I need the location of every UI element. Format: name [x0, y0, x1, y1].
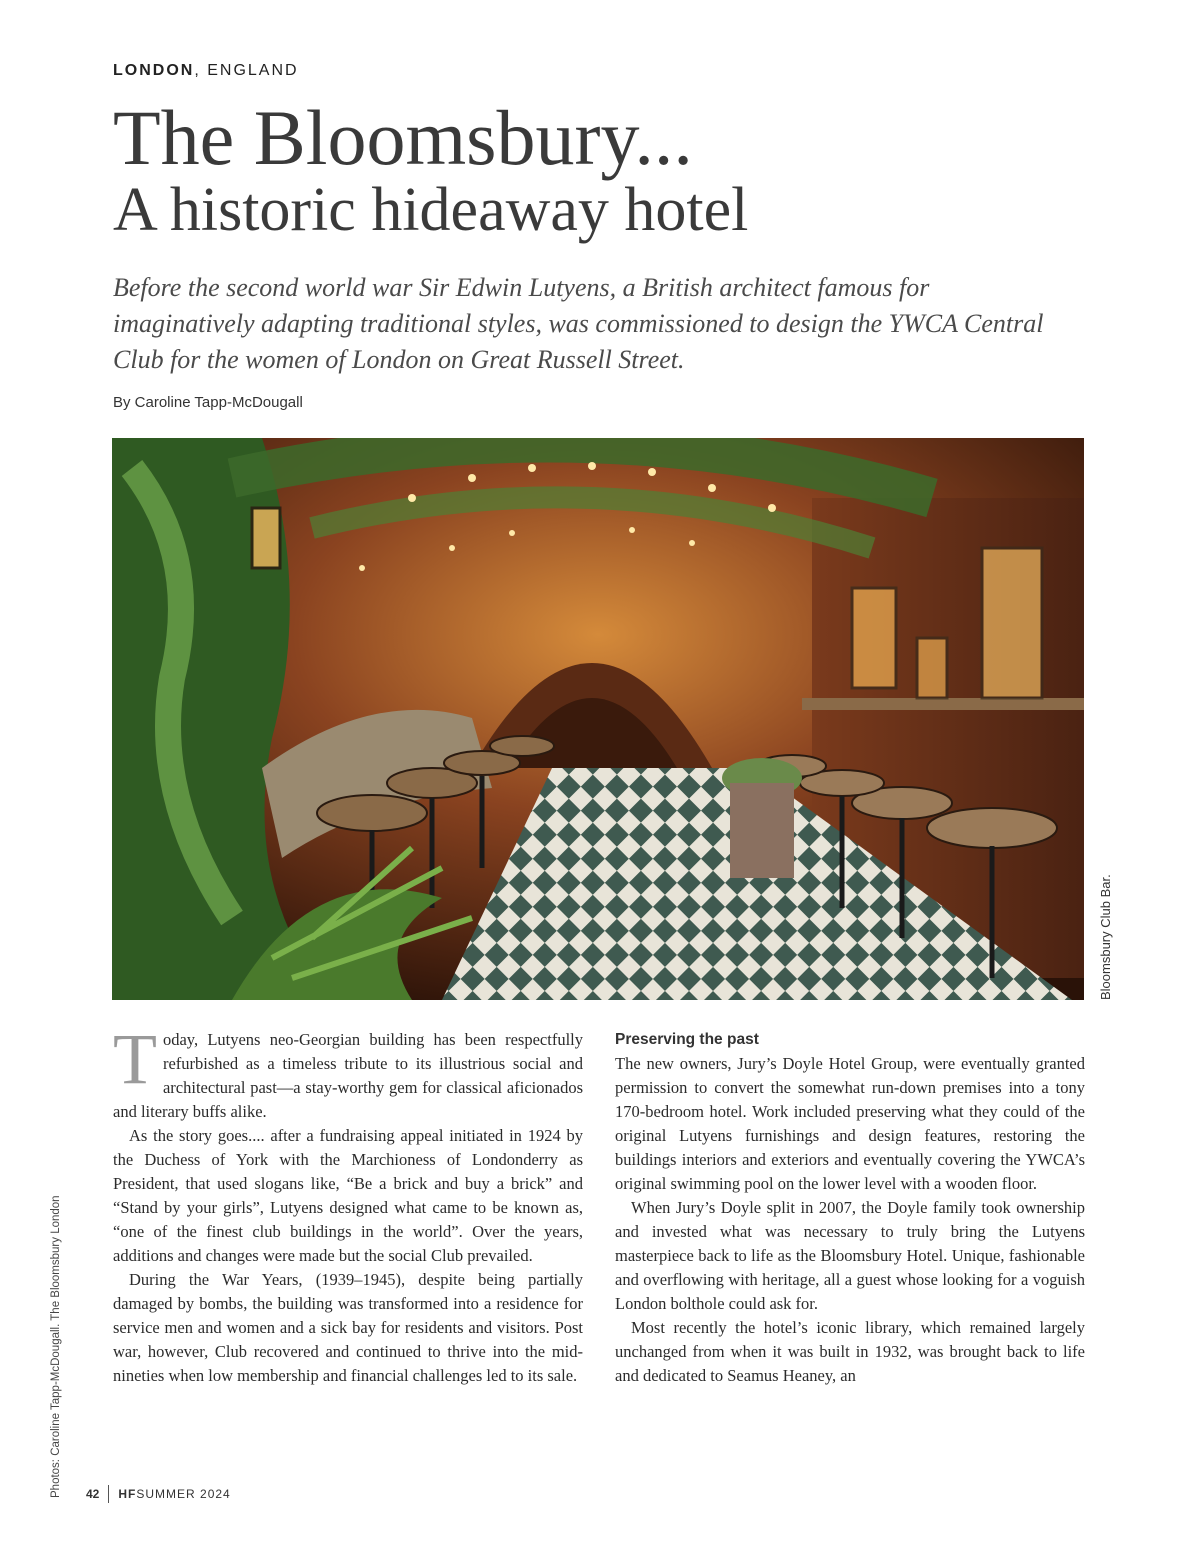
page-number: 42 [86, 1487, 100, 1501]
magazine-issue [118, 1487, 230, 1501]
right-column [615, 1028, 1085, 1388]
right-paragraph-2: When Jury’s Doyle split in 2007, the Doyle family took ownership and invested what was necessary to truly bring the Lutyens masterpiece back to life as the Bloomsbury Hotel. Unique, fashionable and overflowing with heritage, all a guest whose looking for a voguish London bolthole could ask for. [615, 1198, 1085, 1313]
byline: By Caroline Tapp-McDougall [113, 394, 303, 411]
left-paragraph-3: During the War Years, (1939–1945), despite being partially damaged by bombs, the building was transformed into a residence for service men and women and a sick bay for residents and visitors. Post war, however, Club recovered and continued to thrive into the mid-nineties when low membership and financial challenges led to its sale. [113, 1270, 583, 1385]
magazine-brand: HF [118, 1487, 137, 1501]
footer-divider [108, 1485, 109, 1503]
left-paragraph-2: As the story goes.... after a fundraising appeal initiated in 1924 by the Duchess of York with the Marchioness of Londonderry as President, that used slogans like, “Be a brick and buy a brick” and “Stand by your girls”, Lutyens designed what came to be known as, “one of the finest club buildings in the world”. Over the years, additions and changes were made but the social Club prevailed. [113, 1126, 583, 1265]
photo-caption: Bloomsbury Club Bar. [1098, 874, 1113, 1000]
left-paragraph-1 [113, 1019, 583, 1124]
right-paragraph-3: Most recently the hotel’s iconic library, which remained largely unchanged from when it was built in 1932, was brought back to life and dedicated to Seamus Heaney, an [615, 1318, 1085, 1385]
page-footer [86, 1485, 231, 1503]
drop-cap: T [113, 1019, 157, 1099]
title-line-1: The Bloomsbury... [113, 94, 693, 181]
left-column [113, 1019, 583, 1388]
section-kicker [113, 62, 299, 80]
issue-label: SUMMER 2024 [136, 1487, 231, 1501]
kicker-country: , ENGLAND [194, 62, 299, 79]
article-title [113, 94, 1113, 250]
photo-credit: Photos: Caroline Tapp-McDougall. The Bloomsbury London [50, 1195, 62, 1498]
title-line-2: A historic hideaway hotel [113, 176, 749, 244]
hero-photo [112, 438, 1084, 1000]
article-dek: Before the second world war Sir Edwin Lutyens, a British architect famous for imaginatively adapting traditional styles, was commissioned to design the YWCA Central Club for the women of London on Great Russell Street. [113, 273, 1044, 374]
kicker-city: LONDON [113, 62, 195, 79]
left-p1-text: oday, Lutyens neo-Georgian building has been respectfully refurbished as a timeless tribute to its illustrious social and architectural past—a stay-worthy gem for classical aficionados and literary buffs alike. [113, 1030, 583, 1121]
section-subhead: Preserving the past [615, 1031, 759, 1048]
right-paragraph-1: The new owners, Jury’s Doyle Hotel Group, were eventually granted permission to convert the somewhat run-down premises into a tony 170-bedroom hotel. Work included preserving what they could of the original Lutyens furnishings and design features, restoring the buildings interiors and exteriors and eventually covering the YWCA’s original swimming pool on the lower level with a wooden floor. [615, 1054, 1085, 1193]
